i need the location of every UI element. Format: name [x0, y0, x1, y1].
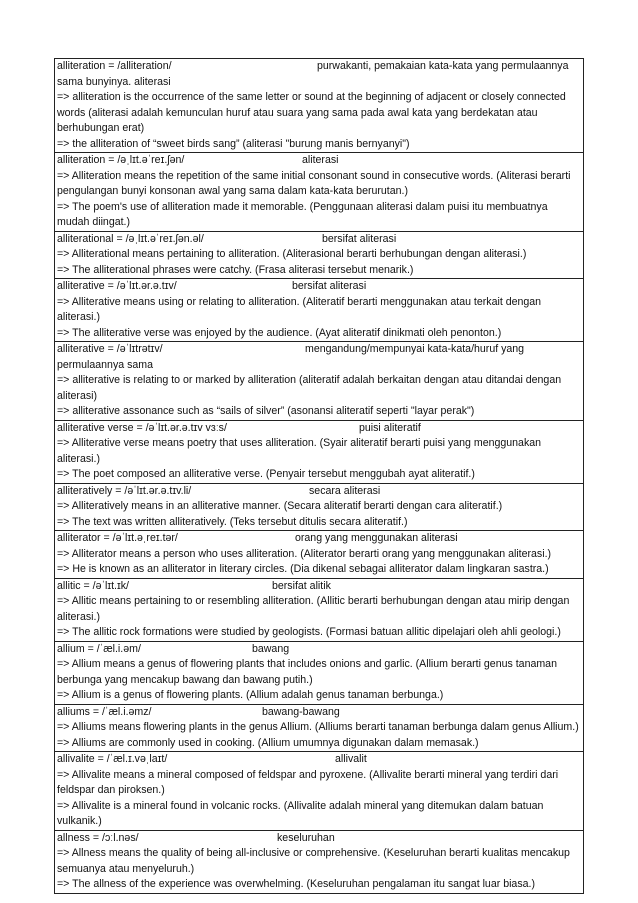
entry-meaning: allivalit: [335, 753, 367, 765]
dictionary-entry: [54, 58, 584, 152]
dictionary-entry: [54, 420, 584, 483]
dictionary-entry: [54, 231, 584, 279]
entry-example-line: => alliteration is the occurrence of the same letter or sound at the beginning of adjacent or closely connected words (aliterasi adalah kemunculan huruf atau suara yang sama pada awal kata yang berdekatan atau berhubungan erat): [57, 91, 566, 134]
entry-meaning: secara aliterasi: [309, 484, 381, 497]
entry-example-line: => The alliterational phrases were catchy. (Frasa aliterasi tersebut menarik.): [57, 263, 414, 276]
entry-meaning: purwakanti, pemakaian kata-kata yang permulaannya: [317, 60, 569, 72]
entry-meaning: bawang: [252, 642, 290, 655]
entry-meaning: mengandung/mempunyai kata-kata/huruf yang: [305, 343, 525, 355]
dictionary-entry: [54, 152, 584, 231]
dictionary-entry: [54, 578, 584, 641]
entry-headline: [57, 705, 581, 721]
entry-example-line: => the alliteration of “sweet birds sang” (aliterasi "burung manis bernyanyi"): [57, 137, 410, 150]
entry-headline: [57, 579, 581, 595]
entry-meaning: orang yang menggunakan aliterasi: [295, 532, 458, 544]
entry-example-line: => Allium is a genus of flowering plants. (Allium adalah genus tanaman berbunga.): [57, 689, 444, 701]
entry-headline: [57, 752, 581, 768]
dictionary-entry: [54, 341, 584, 420]
entry-example-line: => The poem's use of alliteration made it memorable. (Penggunaan aliterasi dalam puisi itu membuatnya mudah diingat.): [57, 200, 548, 228]
entry-example-line: => Alliteration means the repetition of the same initial consonant sound in consecutive words. (Aliterasi berarti pengulangan bunyi konsonan awal yang sama dalam kata-kata berurutan.): [57, 169, 571, 197]
entry-headline: [57, 153, 581, 169]
entry-meaning-continued: sama bunyinya. aliterasi: [57, 75, 171, 88]
entry-term: alliterative = /əˈlɪtrətɪv/: [57, 343, 163, 355]
entry-meaning: aliterasi: [302, 154, 339, 166]
entry-meaning: keseluruhan: [277, 831, 335, 844]
entry-example-line: => alliterative assonance such as “sails of silver” (asonansi aliteratif seperti "layar perak"): [57, 405, 475, 417]
entry-meaning: bersifat alitik: [272, 579, 331, 592]
entry-meaning: puisi aliteratif: [359, 421, 421, 434]
entry-headline: [57, 232, 581, 248]
entry-example-line: => The alliterative verse was enjoyed by the audience. (Ayat aliteratif dinikmati oleh penonton.): [57, 326, 502, 339]
entry-term: alliterative = /əˈlɪt.ər.ə.tɪv/: [57, 280, 177, 292]
dictionary-entry: [54, 704, 584, 752]
entry-term: allness = /ɔːl.nəs/: [57, 831, 139, 844]
dictionary-entry: [54, 751, 584, 830]
entry-meaning: bersifat aliterasi: [322, 232, 397, 245]
entry-example-line: => Alliums are commonly used in cooking. (Allium umumnya digunakan dalam memasak.): [57, 736, 479, 749]
entry-term: allitic = /əˈlɪt.ɪk/: [57, 579, 130, 592]
entry-term: alliums = /ˈæl.i.əmz/: [57, 705, 152, 718]
entry-example-line: => Alliteratively means in an alliterative manner. (Secara aliteratif berarti dengan cara aliteratif.): [57, 500, 503, 512]
dictionary-entry: [54, 530, 584, 578]
entry-example-line: => Alliums means flowering plants in the genus Allium. (Alliums berarti tanaman berbunga dalam genus Allium.): [57, 721, 579, 733]
entry-headline: [57, 484, 581, 500]
entry-example-line: => Allivalite means a mineral composed of feldspar and pyroxene. (Allivalite berarti mineral yang terdiri dari feldspar dan piroksen.): [57, 768, 559, 796]
entry-headline: [57, 531, 581, 547]
dictionary-entry: [54, 641, 584, 704]
entry-example-line: => Alliterative verse means poetry that uses alliteration. (Syair aliteratif berarti puisi yang menggunakan aliterasi.): [57, 437, 542, 465]
entry-headline: [57, 342, 581, 358]
dictionary-entry: [54, 830, 584, 894]
entry-example-line: => Alliterational means pertaining to alliteration. (Aliterasional berarti berhubungan dengan aliterasi.): [57, 248, 527, 260]
entry-term: alliteration = /alliteration/: [57, 60, 172, 72]
entry-example-line: => Allium means a genus of flowering plants that includes onions and garlic. (Allium berarti genus tanaman berbunga yang mencakup bawang dan bawang putih.): [57, 658, 557, 686]
entry-headline: [57, 59, 581, 75]
entry-term: alliterative verse = /əˈlɪt.ər.ə.tɪv vɜːs/: [57, 421, 227, 434]
entry-example-line: => The allness of the experience was overwhelming. (Keseluruhan pengalaman itu sangat luar biasa.): [57, 878, 535, 890]
entry-example-line: => The poet composed an alliterative verse. (Penyair tersebut menggubah ayat aliteratif.): [57, 468, 475, 480]
entry-example-line: => Allness means the quality of being all-inclusive or comprehensive. (Keseluruhan berarti kualitas mencakup semuanya atau menyeluruh.): [57, 847, 570, 875]
entry-example-line: => The allitic rock formations were studied by geologists. (Formasi batuan allitic dipelajari oleh ahli geologi.): [57, 626, 561, 638]
dictionary-page: [54, 58, 584, 894]
entry-example-line: => The text was written alliteratively. (Teks tersebut ditulis secara aliteratif.): [57, 515, 408, 528]
entry-term: allium = /ˈæl.i.əm/: [57, 642, 141, 655]
entry-example-line: => Alliterator means a person who uses alliteration. (Aliterator berarti orang yang menggunakan aliterasi.): [57, 547, 552, 560]
entry-example-line: => He is known as an alliterator in literary circles. (Dia dikenal sebagai alliterator dalam lingkaran sastra.): [57, 563, 549, 575]
entry-term: alliteratively = /əˈlɪt.ər.ə.tɪv.li/: [57, 484, 192, 497]
entry-headline: [57, 831, 581, 847]
entry-meaning: bawang-bawang: [262, 705, 340, 718]
entry-term: alliterational = /əˌlɪt.əˈreɪ.ʃən.əl/: [57, 232, 204, 245]
entry-term: alliteration = /əˌlɪt.əˈreɪ.ʃən/: [57, 154, 185, 166]
dictionary-entry: [54, 483, 584, 531]
entry-example-line: => Allivalite is a mineral found in volcanic rocks. (Allivalite adalah mineral yang ditemukan dalam batuan vulkanik.): [57, 799, 544, 827]
entry-term: allivalite = /ˈæl.ɪ.vəˌlaɪt/: [57, 753, 168, 765]
entry-headline: [57, 421, 581, 437]
entry-term: alliterator = /əˈlɪt.əˌreɪ.tər/: [57, 532, 178, 544]
dictionary-entry: [54, 278, 584, 341]
entry-list: [54, 58, 584, 894]
entry-headline: [57, 279, 581, 295]
entry-meaning: bersifat aliterasi: [292, 280, 367, 292]
entry-example-line: => Alliterative means using or relating to alliteration. (Aliteratif berarti menggunakan atau terkait dengan aliterasi.): [57, 295, 542, 323]
entry-example-line: => alliterative is relating to or marked by alliteration (aliteratif adalah berkaitan dengan atau ditandai dengan aliterasi): [57, 374, 562, 402]
entry-headline: [57, 642, 581, 658]
entry-meaning-continued: permulaannya sama: [57, 358, 153, 371]
entry-example-line: => Allitic means pertaining to or resembling alliteration. (Allitic berarti berhubungan dengan atau mirip dengan aliterasi.): [57, 595, 570, 623]
